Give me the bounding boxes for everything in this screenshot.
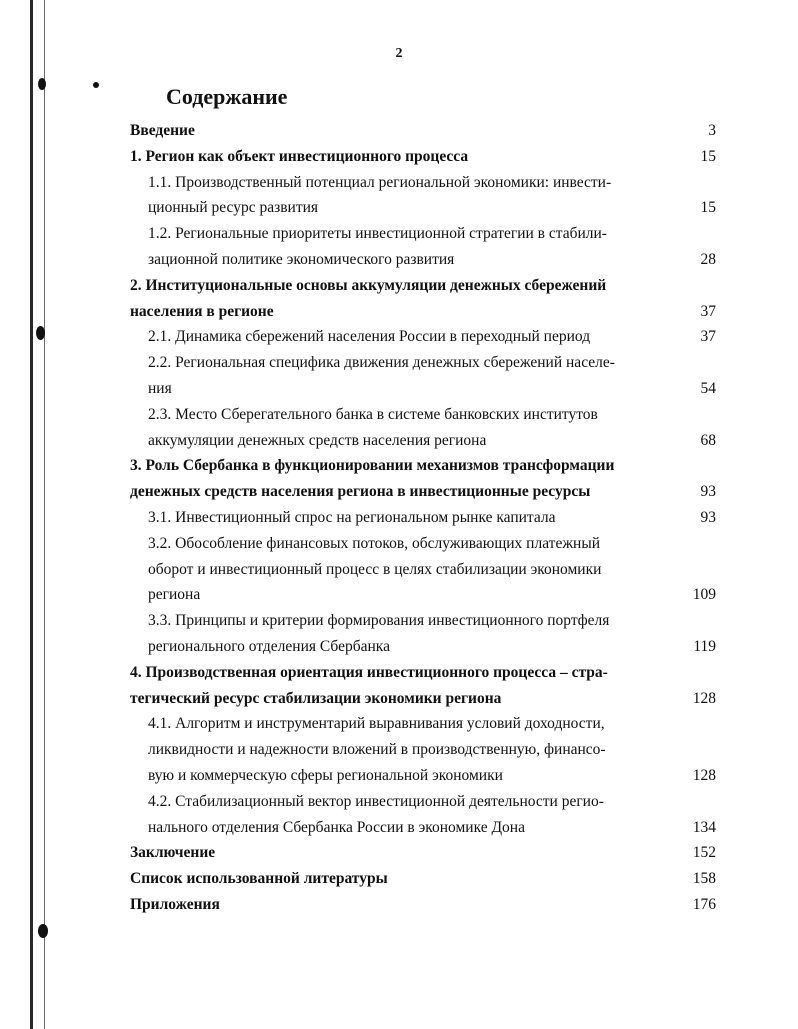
toc-page-number: 37 xyxy=(700,302,716,320)
toc-entry-title-line: 2. Институциональные основы аккумуляции денежных сбережений xyxy=(130,276,607,294)
toc-entry-title-line: ликвидности и надежности вложений в производственную, финансо- xyxy=(148,741,606,759)
toc-entry-title-line: тегический ресурс стабилизации экономики региона xyxy=(130,689,502,707)
toc-page-number: 37 xyxy=(700,328,716,346)
toc-entry-title-line: вую и коммерческую сферы региональной экономики xyxy=(148,766,503,784)
toc-page-number: 93 xyxy=(700,509,716,526)
toc-entry-title-line: 3.3. Принципы и критерии формирования инвестиционного портфеля xyxy=(148,612,610,630)
toc-entry-title-line: ционный ресурс развития xyxy=(148,199,319,217)
toc-entry-title-line: 2.1. Динамика сбережений населения России в переходный период xyxy=(148,328,591,346)
toc-entry-title-line: ния xyxy=(148,379,172,397)
toc-page-number: 3 xyxy=(708,122,716,139)
toc-page-number: 176 xyxy=(692,896,716,913)
toc-entry-title-line: 1.1. Производственный потенциал региональной экономики: инвести- xyxy=(148,173,612,191)
toc-entry-title-line: Приложения xyxy=(130,896,220,913)
toc-page-number: 152 xyxy=(692,844,716,862)
toc-page-number: 158 xyxy=(692,870,716,888)
toc-entry-title-line: населения в регионе xyxy=(130,302,274,320)
toc-page-number: 93 xyxy=(700,483,716,501)
scan-blot xyxy=(38,78,46,90)
toc-entry-title-line: зационной политике экономического развития xyxy=(148,250,455,268)
toc-entry-title-line: аккумуляции денежных средств населения региона xyxy=(148,431,487,449)
toc-page-number: 134 xyxy=(692,818,716,836)
toc-page-number: 15 xyxy=(700,199,716,217)
toc-page-number: 28 xyxy=(700,250,716,268)
toc-page-number: 109 xyxy=(692,586,716,604)
toc-entry-title-line: 3.2. Обособление финансовых потоков, обслуживающих платежный xyxy=(148,534,601,552)
toc-entry-title-line: 2.3. Место Сберегательного банка в системе банковских институтов xyxy=(148,405,598,423)
scan-blot xyxy=(93,82,99,88)
toc-entry-title-line: 2.2. Региональная специфика движения денежных сбережений населе- xyxy=(148,354,615,372)
toc-entry-title-line: 1.2. Региональные приоритеты инвестиционной стратегии в стабили- xyxy=(148,225,607,243)
toc-entry-title-line: 3.1. Инвестиционный спрос на региональном рынке капитала xyxy=(148,509,556,526)
toc-entry-title-line: Заключение xyxy=(130,844,216,862)
scan-blot xyxy=(38,924,48,938)
toc-page-number: 119 xyxy=(693,637,716,655)
toc-entry-title-line: 1. Регион как объект инвестиционного процесса xyxy=(130,147,469,165)
toc-entry-title-line: нального отделения Сбербанка России в экономике Дона xyxy=(148,818,525,836)
toc-entry-title-line: 4.2. Стабилизационный вектор инвестиционной деятельности регио- xyxy=(148,792,604,810)
table-of-contents xyxy=(0,118,798,918)
toc-entry-title-line: 3. Роль Сбербанка в функционировании механизмов трансформации xyxy=(130,457,615,475)
toc-entry-title-line: 4. Производственная ориентация инвестиционного процесса – стра- xyxy=(130,663,608,681)
toc-page-number: 68 xyxy=(700,431,716,449)
toc-page-number: 15 xyxy=(700,147,716,165)
toc-entry-title-line: Введение xyxy=(130,122,195,139)
toc-entry-title-line: 4.1. Алгоритм и инструментарий выравнивания условий доходности, xyxy=(148,715,605,733)
toc-entry-title-line: регионального отделения Сбербанка xyxy=(148,637,390,655)
toc-entry-title-line: Список использованной литературы xyxy=(130,870,388,888)
toc-entry-title-line: денежных средств населения региона в инвестиционные ресурсы xyxy=(130,483,591,501)
toc-page-number: 128 xyxy=(692,689,716,707)
toc-page-number: 54 xyxy=(700,379,716,397)
toc-entry-title-line: региона xyxy=(148,586,201,604)
toc-entry-title-line: оборот и инвестиционный процесс в целях стабилизации экономики xyxy=(148,560,602,578)
page-number: 2 xyxy=(395,46,403,61)
page-title: Содержание xyxy=(166,84,288,109)
toc-page-number: 128 xyxy=(692,766,716,784)
